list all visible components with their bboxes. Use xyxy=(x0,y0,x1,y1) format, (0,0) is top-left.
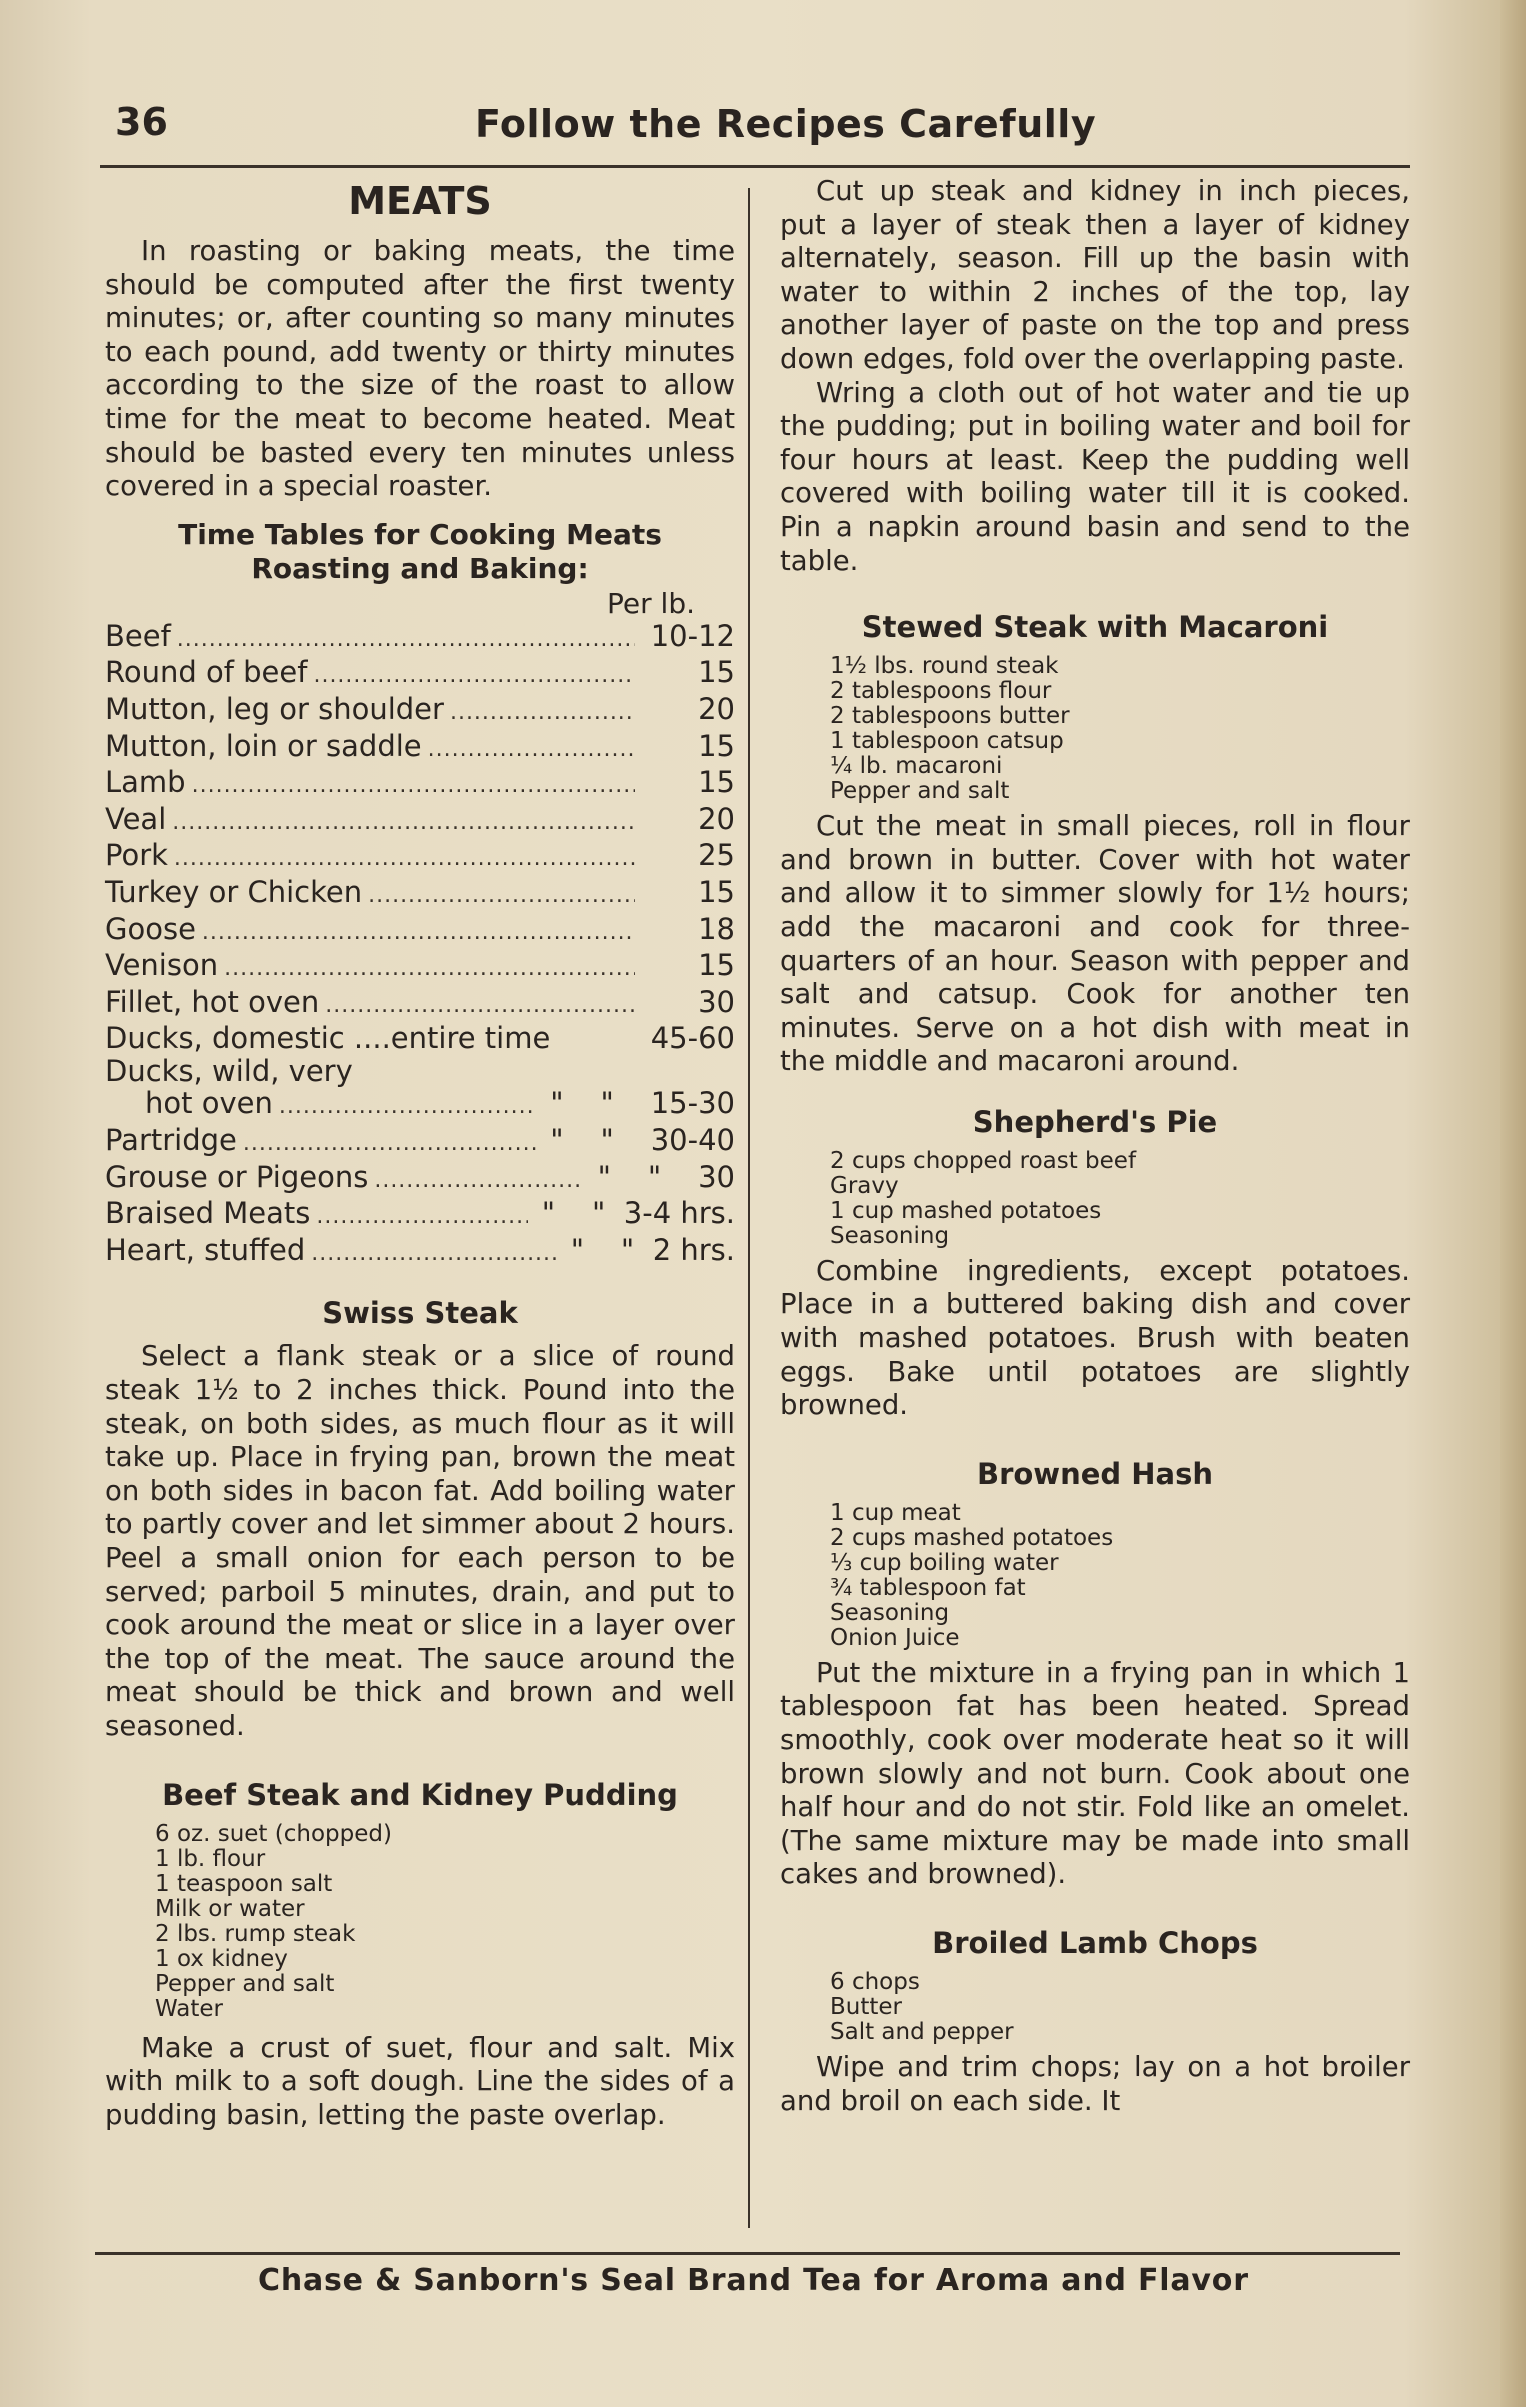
recipe-title-stewed-steak: Stewed Steak with Macaroni xyxy=(861,610,1329,645)
recipe-title-lamb-chops: Broiled Lamb Chops xyxy=(932,1926,1258,1960)
meats-intro: In roasting or baking meats, the time should be computed after the first twenty minutes; or, after counting so many minutes to each pound, add twenty or thirty minutes according to the size of the roast to allow time for the meat to become heated. Meat should be basted every ten minutes unless covered in a special roaster. xyxy=(105,235,735,503)
ingredient-list-lamb-chops xyxy=(780,1970,1410,2045)
dot-leader xyxy=(174,843,635,876)
time-table-minutes: " " 3-4 hrs. xyxy=(541,1196,735,1231)
time-table-row xyxy=(105,766,735,803)
time-table-row xyxy=(105,913,735,950)
left-column xyxy=(105,175,735,2132)
recipe-title-swiss-steak: Swiss Steak xyxy=(322,1296,518,1331)
time-table-meat: Grouse or Pigeons xyxy=(105,1159,369,1194)
ingredient: 2 cups chopped roast beef xyxy=(830,1147,1137,1174)
recipe-body-swiss-steak: Select a flank steak or a slice of round steak 1½ to 2 inches thick. Pound into the steak, on both sides, as much flour as it will take up. Place in frying pan, brown the meat on both sides in bacon fat. Add boiling water to partly cover and let simmer about 2 hours. Peel a small onion for each person to be served; parboil 5 minutes, drain, and put to cook around the meat or slice in a layer over the top of the meat. The sauce around the meat should be thick and brown and well seasoned. xyxy=(105,1340,735,1742)
time-table-meat: Goose xyxy=(105,911,196,946)
footer-advertisement: Chase & Sanborn's Seal Brand Tea for Aroma and Flavor xyxy=(258,2263,1249,2298)
time-table-row xyxy=(105,949,735,986)
ingredient: 1½ lbs. round steak xyxy=(830,653,1059,680)
time-table-meat: Lamb xyxy=(105,765,186,800)
dot-leader xyxy=(177,624,635,657)
dot-leader xyxy=(192,770,635,803)
time-table-minutes: 20 xyxy=(698,691,735,726)
time-table-row xyxy=(105,656,735,693)
ingredient: 6 oz. suet (chopped) xyxy=(155,1820,392,1847)
time-table-row xyxy=(105,730,735,767)
column-divider xyxy=(748,188,750,2228)
time-table-row xyxy=(105,1055,735,1088)
time-table-row xyxy=(105,986,735,1023)
recipe-body-stewed-steak: Cut the meat in small pieces, roll in flour and brown in butter. Cover with hot water and allow it to simmer slowly for 1½ hours; add the macaroni and cook for three-quarters of an hour. Season with pepper and salt and catsup. Cook for another ten minutes. Serve on a hot dish with meat in the middle and macaroni around. xyxy=(780,810,1410,1078)
dot-leader xyxy=(311,1238,556,1271)
time-table-rows xyxy=(105,620,735,1271)
running-title: Follow the Recipes Carefully xyxy=(475,102,1097,146)
recipe-body-shepherds-pie: Combine ingredients, except potatoes. Place in a buttered baking dish and cover with mashed potatoes. Brush with beaten eggs. Bake until potatoes are slightly browned. xyxy=(780,1254,1410,1422)
time-table-meat: Beef xyxy=(105,618,171,653)
time-table-row xyxy=(105,1022,735,1055)
time-table xyxy=(105,518,735,1271)
dot-leader xyxy=(316,1201,527,1234)
time-table-row xyxy=(105,1124,735,1161)
time-table-meat: Turkey or Chicken xyxy=(105,874,363,909)
header-rule xyxy=(100,165,1410,168)
dot-leader xyxy=(325,990,635,1023)
time-table-row xyxy=(105,1161,735,1198)
time-table-subheading: Roasting and Baking: xyxy=(251,551,589,585)
time-table-meat: Ducks, wild, very xyxy=(105,1053,353,1088)
recipe-title-pudding: Beef Steak and Kidney Pudding xyxy=(162,1777,678,1812)
dot-leader xyxy=(279,1091,536,1124)
ingredient: 2 cups mashed potatoes xyxy=(830,1524,1114,1551)
ingredient: 6 chops xyxy=(830,1969,920,1995)
dot-leader xyxy=(428,734,635,767)
ingredient: Seasoning xyxy=(830,1599,950,1626)
ingredient: 2 tablespoons flour xyxy=(830,678,1052,705)
time-table-row xyxy=(105,693,735,730)
footer-rule xyxy=(95,2252,1400,2255)
dot-leader xyxy=(224,953,635,986)
time-table-meat: Braised Meats xyxy=(105,1196,311,1231)
time-table-minutes: 15 xyxy=(698,874,735,909)
page-edge xyxy=(1500,0,1526,2407)
time-table-meat: Mutton, leg or shoulder xyxy=(105,691,444,726)
time-table-meat: Partridge xyxy=(105,1123,237,1158)
dot-leader xyxy=(313,660,635,693)
dot-leader xyxy=(374,1165,583,1198)
ingredient-list-browned-hash xyxy=(780,1501,1410,1651)
ingredient: Water xyxy=(155,1995,223,2022)
ingredient: 2 tablespoons butter xyxy=(830,703,1070,730)
time-table-meat: Heart, stuffed xyxy=(105,1232,306,1267)
time-table-row xyxy=(105,1234,735,1271)
time-table-minutes: 45-60 xyxy=(650,1021,735,1056)
right-column xyxy=(780,175,1410,2118)
time-table-meat: Pork xyxy=(105,838,168,873)
time-table-minutes: 30 xyxy=(698,984,735,1019)
ingredient: 1 cup meat xyxy=(830,1499,961,1526)
time-table-per-label: Per lb. xyxy=(607,586,695,620)
time-table-row xyxy=(105,1087,735,1124)
ingredient: Milk or water xyxy=(155,1895,305,1922)
time-table-minutes: 15 xyxy=(698,948,735,983)
ingredient: Seasoning xyxy=(830,1222,950,1249)
ingredient: 1 ox kidney xyxy=(155,1945,288,1972)
ingredient: ¾ tablespoon fat xyxy=(830,1574,1026,1601)
ingredient: Salt and pepper xyxy=(830,2019,1014,2045)
time-table-minutes: 20 xyxy=(698,801,735,836)
pudding-continued-2: Wring a cloth out of hot water and tie up the pudding; put in boiling water and boil for four hours at least. Keep the pudding well covered with boiling water till it is cooked. Pin a napkin around basin and send to the table. xyxy=(780,376,1410,577)
time-table-row xyxy=(105,803,735,840)
recipe-body-lamb-chops: Wipe and trim chops; lay on a hot broiler and broil on each side. It xyxy=(780,2051,1410,2117)
time-table-heading: Time Tables for Cooking Meats xyxy=(178,517,662,551)
ingredient-list-pudding xyxy=(105,1822,735,2022)
ingredient: 2 lbs. rump steak xyxy=(155,1920,356,1947)
ingredient: Pepper and salt xyxy=(155,1970,335,1997)
ingredient: ¼ lb. macaroni xyxy=(830,753,1003,780)
time-table-minutes: 15 xyxy=(698,765,735,800)
time-table-meat: Mutton, loin or saddle xyxy=(105,728,422,763)
recipe-title-browned-hash: Browned Hash xyxy=(976,1456,1214,1491)
time-table-row xyxy=(105,876,735,913)
time-table-minutes: " " 15-30 xyxy=(550,1086,735,1121)
pudding-continued-1: Cut up steak and kidney in inch pieces, put a layer of steak then a layer of kidney alternately, season. Fill up the basin with water to within 2 inches of the top, lay another layer of paste on the top and press down edges, fold over the overlapping paste. xyxy=(780,175,1410,375)
recipe-body-browned-hash: Put the mixture in a frying pan in which 1 tablespoon fat has been heated. Spread smoothly, cook over moderate heat so it will brown slowly and not burn. Cook about one half hour and do not stir. Fold like an omelet. (The same mixture may be made into small cakes and browned). xyxy=(780,1656,1410,1891)
ingredient: Onion Juice xyxy=(830,1624,960,1651)
ingredient: Pepper and salt xyxy=(830,778,1010,805)
time-table-minutes: 15 xyxy=(698,655,735,690)
time-table-minutes: 18 xyxy=(698,911,735,946)
ingredient-list-stewed-steak xyxy=(780,654,1410,804)
dot-leader xyxy=(202,917,635,950)
ingredient: Gravy xyxy=(830,1172,899,1199)
dot-leader xyxy=(368,880,635,913)
time-table-minutes: " " 30-40 xyxy=(550,1123,735,1158)
time-table-meat: Veal xyxy=(105,801,167,836)
time-table-row xyxy=(105,620,735,657)
time-table-row xyxy=(105,839,735,876)
ingredient: 1 teaspoon salt xyxy=(155,1870,333,1897)
recipe-body-pudding: Make a crust of suet, flour and salt. Mix with milk to a soft dough. Line the sides of a pudding basin, letting the paste overlap. xyxy=(105,2031,735,2131)
ingredient: Butter xyxy=(830,1994,902,2020)
ingredient-list-shepherds-pie xyxy=(780,1149,1410,1249)
ingredient: 1 cup mashed potatoes xyxy=(830,1197,1102,1224)
time-table-minutes: 10-12 xyxy=(650,618,735,653)
dot-leader xyxy=(450,697,635,730)
ingredient: ⅓ cup boiling water xyxy=(830,1549,1059,1576)
recipe-title-shepherds-pie: Shepherd's Pie xyxy=(972,1104,1218,1139)
time-table-meat: Fillet, hot oven xyxy=(105,984,320,1019)
time-table-minutes: 25 xyxy=(698,838,735,873)
time-table-minutes: 15 xyxy=(698,728,735,763)
time-table-meat: Ducks, domestic ....entire time xyxy=(105,1021,551,1056)
time-table-meat: Venison xyxy=(105,948,219,983)
ingredient: 1 lb. flour xyxy=(155,1845,266,1872)
dot-leader xyxy=(172,807,635,840)
page-number: 36 xyxy=(115,100,168,144)
ingredient: 1 tablespoon catsup xyxy=(830,728,1064,755)
time-table-meat: hot oven xyxy=(145,1086,273,1121)
dot-leader xyxy=(243,1128,536,1161)
time-table-minutes: " " 30 xyxy=(597,1159,735,1194)
time-table-meat: Round of beef xyxy=(105,655,308,690)
time-table-row xyxy=(105,1197,735,1234)
section-title: MEATS xyxy=(348,179,492,223)
time-table-minutes: " " 2 hrs. xyxy=(570,1232,735,1267)
